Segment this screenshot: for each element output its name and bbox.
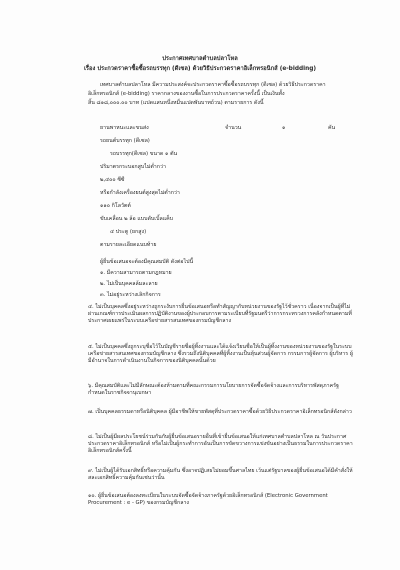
intro-line-2: อิเล็กทรอนิกส์ (e-bidding) ราคากลางของงานซื้อในการประกวดราคาครั้งนี้ เป็นเงินทั้ง (88, 91, 285, 97)
item-line: ๑๑๐ กิโลวัตต์ (100, 203, 131, 209)
qualifications-heading: ผู้ยื่นข้อเสนอจะต้องมีคุณสมบัติ ดังต่อไปนี้ (100, 259, 194, 265)
item-line: รถบรรทุก(ดีเซล) ขนาด ๑ ตัน (110, 151, 178, 157)
item-line: ขับเคลื่อน ๒ ล้อ แบบดับเบิ้ลแค็บ (100, 216, 174, 222)
qualification-item: ๑. มีความสามารถตามกฎหมาย (100, 270, 172, 276)
item-line: ๔ ประตู (ยกสูง) (110, 229, 147, 235)
qualification-item: ๖. มีคุณสมบัติและไม่มีลักษณะต้องห้ามตามที่คณะกรรมการนโยบายการจัดซื้อจัดจ้างและการบริหารพัสดุภาครัฐกำหนดในราชกิจจานุเบกษา (88, 383, 339, 396)
item-line: ปริมาตรกระบอกสูบไม่ต่ำกว่า (100, 164, 166, 170)
intro-line-1: เทศบาลตำบลปลาโหล มีความประสงค์จะประกวดราคาซื้อซื้อรถบรรทุก (ดีเซล) ด้วยวิธีประกวดราคา (100, 82, 326, 88)
document-subject: เรื่อง ประกวดราคาซื้อซื้อรถบรรทุก (ดีเซล) ด้วยวิธีประกวดราคาอิเล็กทรอนิกส์ (e-bidding) (83, 66, 317, 72)
qualification-item: ๔. ไม่เป็นบุคคลซึ่งอยู่ระหว่างถูกระงับการยื่นข้อเสนอหรือทำสัญญากับหน่วยงานของรัฐไว้ชั่วคราว เนื่องจากเป็นผู้ที่ไม่ผ่านเกณฑ์การประเมินผลการปฏิบัติงานของผู้ประกอบการตามระเบียบที่รัฐมนตรีว่าการกระทรวงการคลังกำหนดตามที่ประกาศเผยแพร่ในระบบเครือข่ายสารสนเทศของกรมบัญชีกลาง (88, 304, 352, 324)
item-name: ยานพาหนะและขนส่ง (100, 125, 149, 131)
item-qty-label: จำนวน (225, 125, 242, 131)
qualification-item: ๒. ไม่เป็นบุคคลล้มละลาย (100, 281, 158, 287)
qualification-item: ๗. เป็นบุคคลธรรมดาหรือนิติบุคคล ผู้มีอาชีพให้ขายพัสดุที่ประกวดราคาซื้อด้วยวิธีประกวดราคาอิเล็กทรอนิกส์ดังกล่าว (88, 409, 352, 415)
qualification-item: ๓. ไม่อยู่ระหว่างเลิกกิจการ (100, 292, 161, 298)
qualification-item: ๕. ไม่เป็นบุคคลซึ่งถูกระบุชื่อไว้ในบัญชีรายชื่อผู้ทิ้งงานและได้แจ้งเวียนชื่อให้เป็นผู้ทิ้งงานของหน่วยงานของรัฐในระบบเครือข่ายสารสนเทศของกรมบัญชีกลาง ซึ่งรวมถึงนิติบุคคลที่ผู้ทิ้งงานเป็นหุ้นส่วนผู้จัดการ กรรมการผู้จัดการ ผู้บริหาร ผู้มีอำนาจในการดำเนินงานในกิจการของนิติบุคคลนั้นด้วย (88, 344, 353, 364)
item-unit: คัน (328, 125, 336, 131)
item-qty: ๑ (282, 125, 286, 131)
item-line: รถยนต์บรรทุก (ดีเซล) (100, 138, 150, 144)
item-line: ๒,๔๐๐ ซีซี (100, 177, 125, 183)
item-line: หรือกำลังเครื่องยนต์สูงสุดไม่ต่ำกว่า (100, 190, 180, 196)
qualification-item: ๙. ไม่เป็นผู้ได้รับเอกสิทธิ์หรือความคุ้มกัน ซึ่งอาจปฏิเสธไม่ยอมขึ้นศาลไทย เว้นแต่รัฐบาลของผู้ยื่นข้อเสนอได้มีคำสั่งให้สละเอกสิทธิ์ความคุ้มกันเช่นว่านั้น (88, 468, 353, 481)
qualification-item: ๘. ไม่เป็นผู้มีผลประโยชน์ร่วมกันกับผู้ยื่นข้อเสนอรายอื่นที่เข้ายื่นข้อเสนอให้แก่เทศบาลตำบลปลาโหล ณ วันประกาศประกวดราคาอิเล็กทรอนิกส์ หรือไม่เป็นผู้กระทำการอันเป็นการขัดขวางการแข่งขันอย่างเป็นธรรมในการประกวดราคาอิเล็กทรอนิกส์ครั้งนี้ (88, 434, 353, 454)
intro-line-3: สิ้น ๘๑๘,๐๐๐.๐๐ บาท (แปดแสนหนึ่งหมื่นแปดพันบาทถ้วน) ตามรายการ ดังนี้ (88, 100, 264, 106)
qualification-item: ๑๐. ผู้ยื่นข้อเสนอต้องลงทะเบียนในระบบจัดซื้อจัดจ้างภาครัฐด้วยอิเล็กทรอนิกส์ (Electronic Government Procurement : e - GP) ของกรมบัญชีกลาง (88, 493, 328, 506)
document-title: ประกาศเทศบาลตำบลปลาโหล (162, 56, 238, 62)
item-line: ตามรายละเอียดแนบท้าย (100, 242, 157, 248)
